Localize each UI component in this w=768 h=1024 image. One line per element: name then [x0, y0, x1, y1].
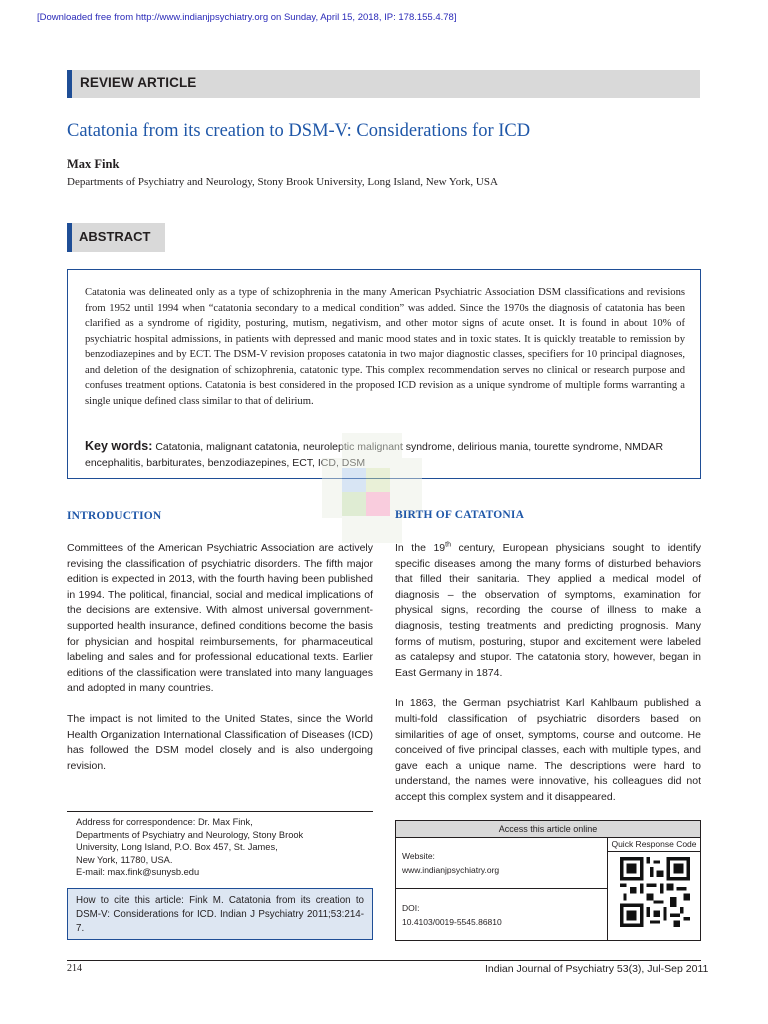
journal-reference: Indian Journal of Psychiatry 53(3), Jul-Sep 2011 [485, 963, 709, 975]
author-affiliation: Departments of Psychiatry and Neurology, Stony Brook University, Long Island, New York, USA [67, 176, 498, 188]
correspondence-line: New York, 11780, USA. [76, 854, 173, 865]
introduction-body [67, 541, 373, 789]
keywords-list: Catatonia, malignant catatonia, neuroleptic malignant syndrome, delirious mania, tourette syndrome, NMDAR encephalitis, barbiturates, benzodiazepines, ECT, ICD, DSM [85, 441, 664, 469]
birth-p1-rest: century, European physicians sought to identify specific diseases among the many forms of disturbed behaviors that filled their sanitaria. They applied a medical model of diagnosis – the observation of symptoms, examination for physical signs, recording the course of illness to make a diagnosis, testing treatments and predicting prognosis. Many forms of mutism, posturing, stupor and excitement were labeled as catalepsy and stupor. The catatonia story, however, began in East Germany in 1874. [395, 542, 701, 679]
page-number: 214 [67, 963, 82, 974]
doi-value[interactable]: 10.4103/0019-5545.86810 [402, 917, 502, 927]
birth-p1-start: In the 19 [395, 542, 446, 554]
article-type-label: REVIEW ARTICLE [80, 75, 197, 90]
introduction-paragraph: The impact is not limited to the United States, since the World Health Organization International Classification of Diseases (ICD) has followed the DSM model closely and is also undergoing revision. [67, 712, 373, 772]
qr-panel [607, 837, 700, 940]
birth-paragraph: In 1863, the German psychiatrist Karl Kahlbaum published a multi-fold classification of psychiatric disorders based on similarities of age of onset, symptoms, course and outcome. He conceived of five principal classes, each with multiple types, and gave each a unique name. The descriptions were hard to understand, the names were innovative, his colleagues did not accept this complex system and it disappeared. [395, 697, 701, 803]
footer-rule [67, 960, 701, 961]
correspondence-line: University, Long Island, P.O. Box 457, St. James, [76, 842, 278, 852]
doi-label: DOI: [402, 903, 420, 913]
keywords-label: Key words: [85, 439, 153, 453]
website-link[interactable]: www.indianjpsychiatry.org [402, 865, 500, 875]
correspondence-label: Address for correspondence: Dr. Max Fink, [76, 817, 253, 827]
correspondence-email: E-mail: max.fink@sunysb.edu [76, 867, 200, 877]
qr-code-icon[interactable] [620, 857, 690, 927]
abstract-heading: ABSTRACT [79, 229, 151, 244]
doi-row [396, 889, 607, 941]
access-title: Access this article online [396, 821, 700, 838]
website-row [396, 837, 607, 889]
introduction-paragraph: Committees of the American Psychiatric Association are actively revising the classification of psychiatric disorders. The fifth major edition is expected in 2013, with the fourth having been published in 1994. The political, financial, social and medical implications of the decisions are extensive. With almost universal government-supported health insurance, defined conditions become the basis for physician and hospital reimbursements, for pharmaceutical labeling and sales and for professional educational texts. Earlier editions of the classification were translated into many languages and adopted in many countries. [67, 542, 373, 695]
abstract-banner [67, 223, 165, 252]
correspondence-line: Departments of Psychiatry and Neurology, Stony Brook [76, 829, 304, 840]
ordinal-superscript: th [445, 541, 451, 549]
birth-paragraph [395, 541, 701, 681]
correspondence-address [67, 811, 373, 879]
article-title: Catatonia from its creation to DSM-V: Considerations for ICD [67, 121, 531, 141]
birth-heading: BIRTH OF CATATONIA [395, 509, 525, 521]
access-article-box [395, 820, 701, 941]
birth-body [395, 541, 701, 821]
author-name: Max Fink [67, 157, 120, 171]
qr-label: Quick Response Code [608, 837, 700, 852]
website-label: Website: [402, 851, 435, 861]
introduction-heading: INTRODUCTION [67, 510, 162, 522]
citation-box: How to cite this article: Fink M. Catatonia from its creation to DSM-V: Considerations for ICD. Indian J Psychiatry 2011;53:214-7. [67, 888, 373, 940]
article-type-banner [67, 70, 700, 98]
abstract-text: Catatonia was delineated only as a type of schizophrenia in the many American Psychiatric Association DSM classifications and revisions from 1952 until 1994 when “catatonia secondary to a medical condition” was added. Since the 1970s the diagnosis of catatonia has been clarified as a syndrome of rigidity, posturing, mutism, negativism, and other motor signs of acute onset. It is found in about 10% of psychiatric hospital admissions, in patients with depressed and manic mood states and in toxic states. It is quickly treatable to remission by benzodiazepines and by ECT. The DSM-V revision proposes catatonia in two major diagnostic classes, specifiers for 10 principal diagnoses, and deletion of the designation of schizophrenia, catatonic type. This complex recommendation serves no clinical or research purpose and confuses treatment options. Catatonia is best considered in the proposed ICD revision as a unique syndrome of multiple forms warranting a single unique defined class similar to that of delirium. [85, 287, 685, 407]
journal-watermark [322, 433, 422, 543]
download-note: [Downloaded free from http://www.indianjpsychiatry.org on Sunday, April 15, 2018, IP: 178.155.4.78] [37, 12, 457, 23]
access-details [396, 837, 607, 940]
